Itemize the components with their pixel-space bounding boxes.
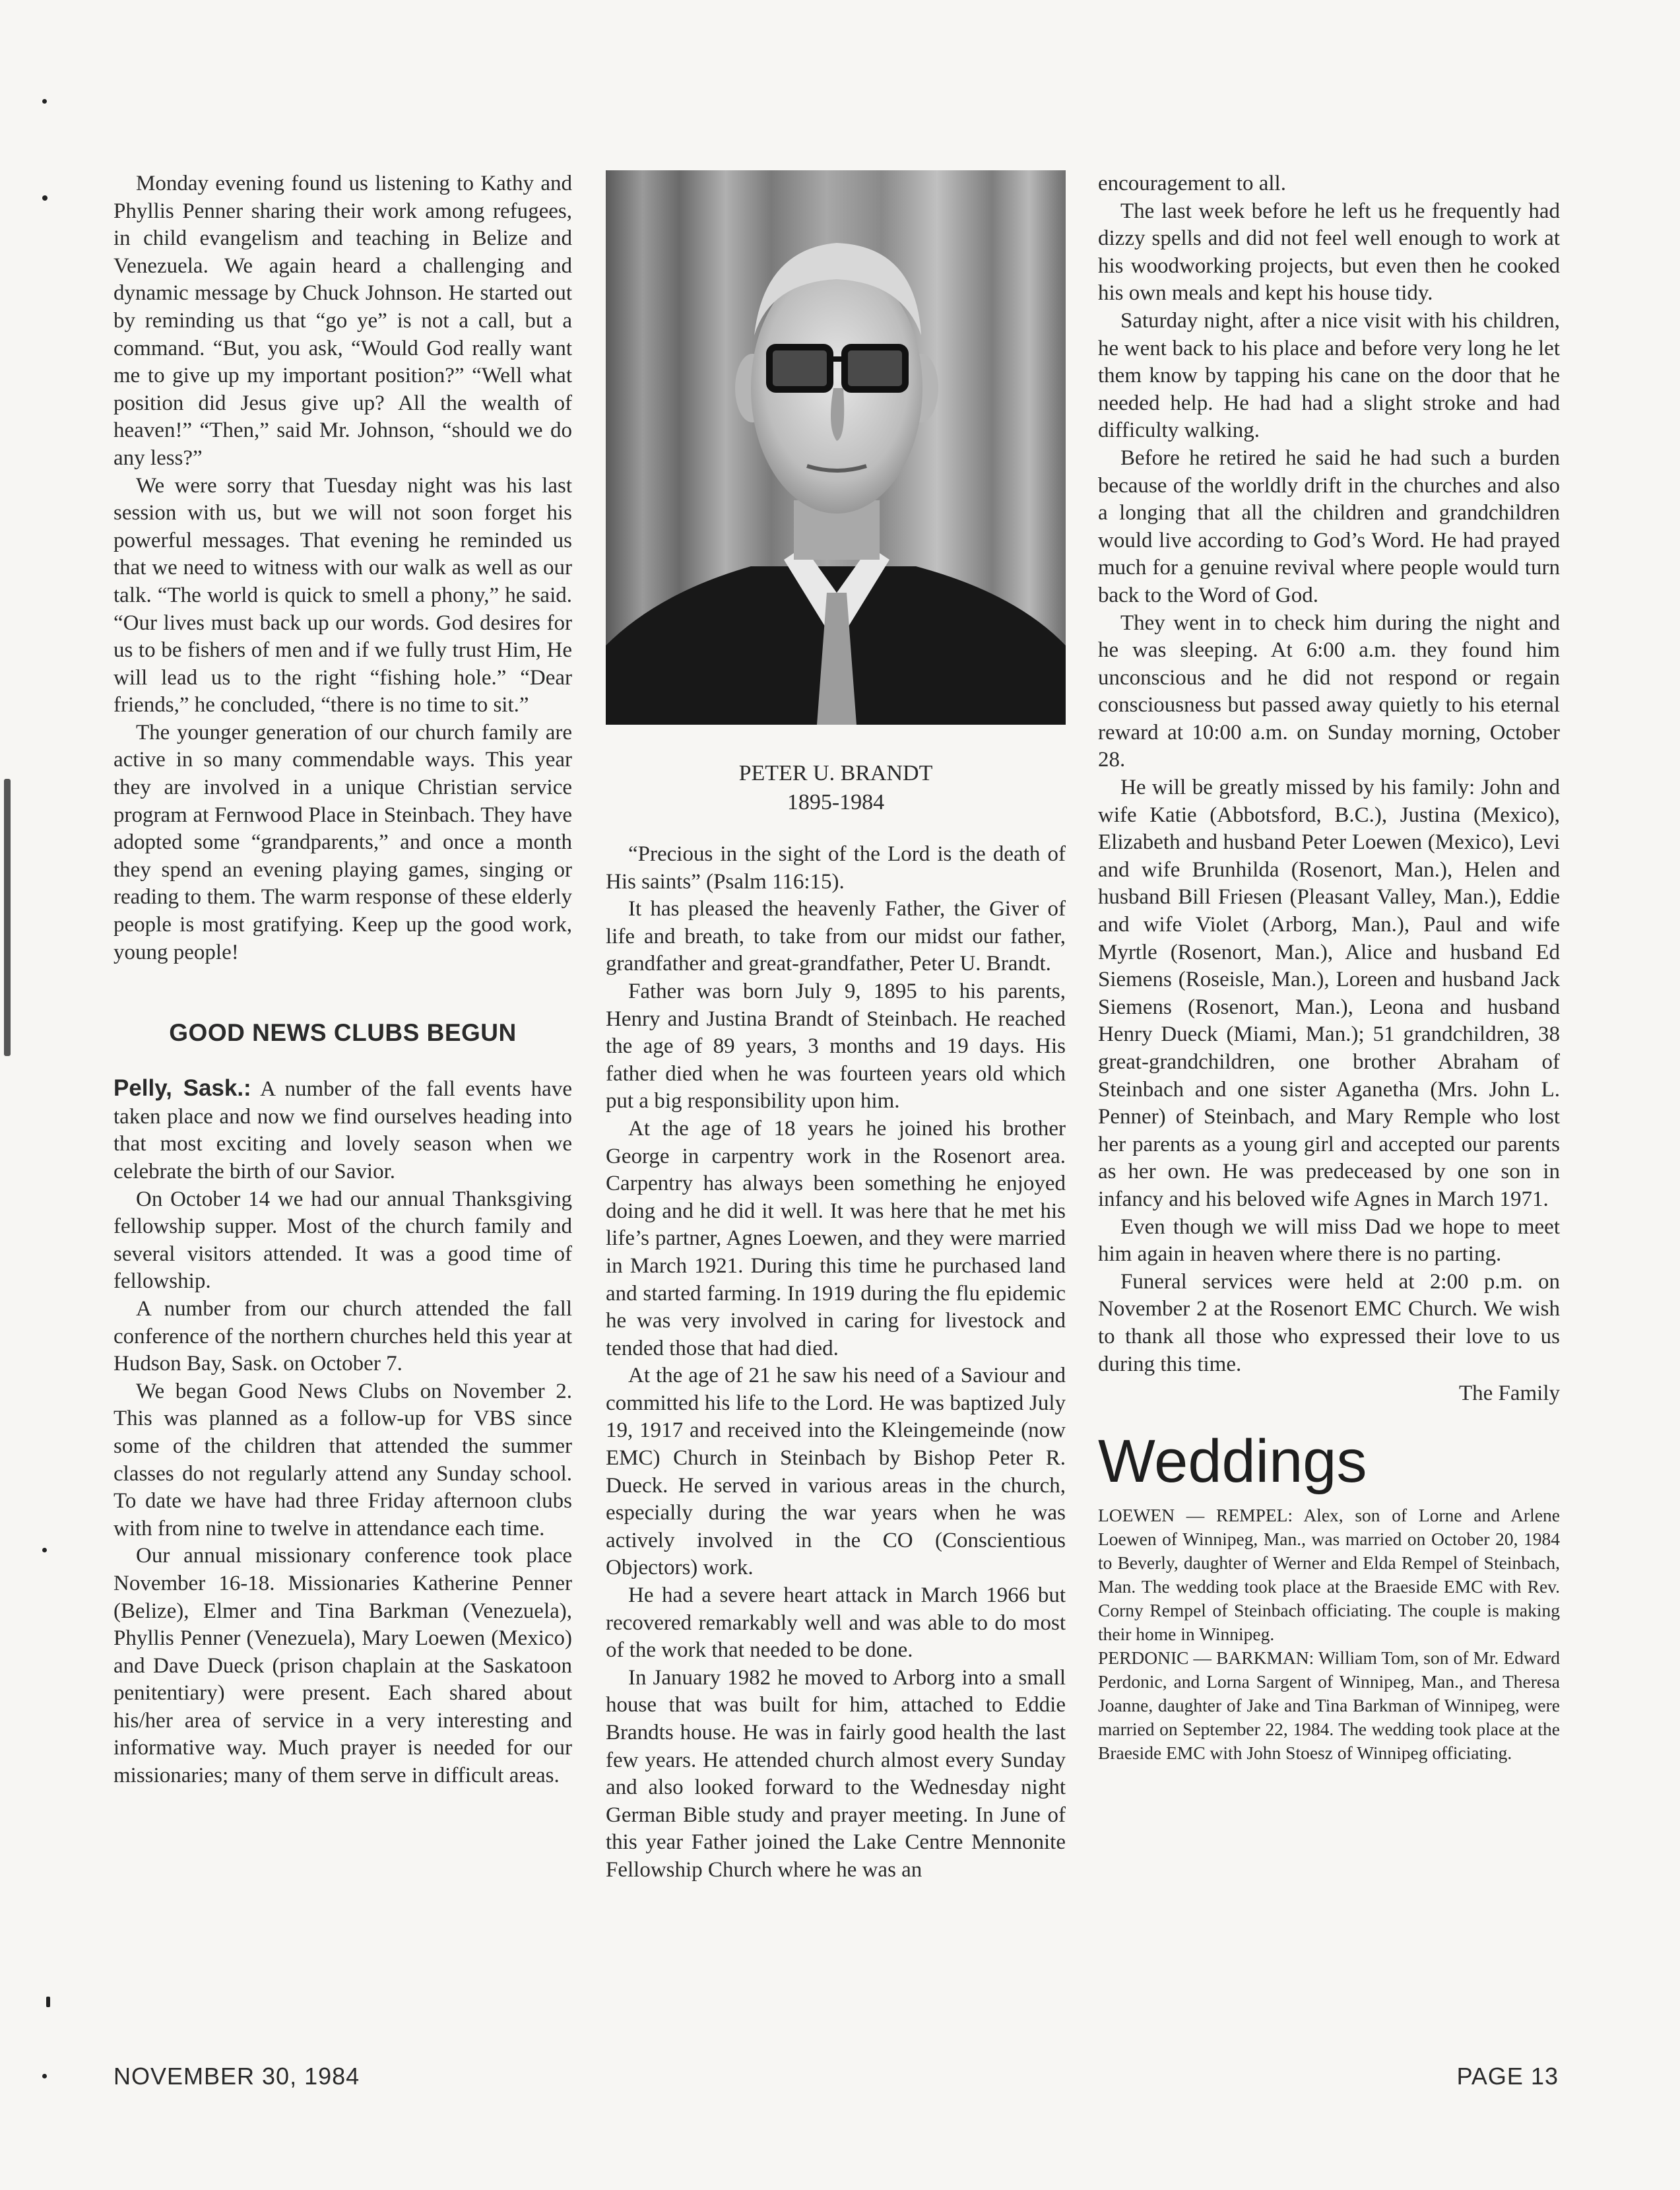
scan-speck [42,99,47,104]
obituary-paragraph: He had a severe heart attack in March 1966 but recovered remarkably well and was able to do most of the work that needed to be done. [606,1583,1066,1663]
article-paragraph: A number from our church attended the fall conference of the northern churches held this year at Hudson Bay, Sask. on October 7. [113,1296,572,1376]
wedding-announcement: PERDONIC — BARKMAN: William Tom, son of Mr. Edward Perdonic, and Lorna Sargent of Winnipeg, Man., and Theresa Joanne, daughter of Jake and Tina Barkman of Winnipeg, were married on September 22, 1984. The wedding took place at the Braeside EMC with John Stoesz of Winnipeg officiating. [1098,1647,1560,1764]
obituary-paragraph: In January 1982 he moved to Arborg into a small house that was built for him, attached to Eddie Brandts house. He was in fairly good health the last few years. He attended church almost every Sunday and also looked forward to the Wednesday night German Bible study and prayer meeting. In June of this year Father joined the Lake Centre Mennonite Fellowship Church where he was an [606,1665,1066,1882]
lead-text: A number of the fall events have taken place and now we find ourselves heading into that most exciting and lovely season when we celebrate the birth of our Savior. [113,1077,572,1183]
obituary-paragraph: Father was born July 9, 1895 to his parents, Henry and Justina Brandt of Steinbach. He reached the age of 89 years, 3 months and 19 days. His father died when he was fourteen years old which put a big responsibility upon him. [606,979,1066,1113]
obituary-paragraph: Even though we will miss Dad we hope to meet him again in heaven where there is no parting. [1098,1214,1560,1267]
scan-speck [42,2074,47,2078]
weddings-heading: Weddings [1098,1428,1367,1496]
footer-page-number: PAGE 13 [1456,2063,1559,2090]
dateline-location: Pelly, Sask.: [113,1075,251,1102]
obituary-paragraph: He will be greatly missed by his family: John and wife Katie (Abbotsford, B.C.), Justina (Mexico), Elizabeth and husband Peter Loewen (Mexico), Levi and wife Brunhilda (Rosenort, Man.), Helen and husband Bill Friesen (Pleasant Valley, Man.), Eddie and wife Violet (Arborg, Man.), Paul and wife Myrtle (Rosenort, Man.), Alice and husband Ed Siemens (Roseisle, Man.), Loreen and husband Jack Siemens (Rosenort, Man.), Leona and husband Henry Dueck (Miami, Man.); 51 grandchildren, 38 great-grandchildren, one brother Abraham of Steinbach and one sister Aganetha (Mrs. John L. Penner) of Steinbach, and Mary Remple who lost her parents as a young girl and accepted our parents as her own. He was predeceased by one son in infancy and his beloved wife Agnes in March 1971. [1098,776,1560,1211]
column-3 [1098,170,1560,1765]
article-lead [113,1075,572,1185]
article-paragraph: Our annual missionary conference took place November 16-18. Missionaries Katherine Penner (Belize), Elmer and Tina Barkman (Venezuela), Phyllis Penner (Venezuela), Mary Loewen (Mexico) and Dave Dueck (prison chaplain at the Saskatoon penitentiary) were present. Each shared about his/her area of service in a very interesting and informative way. Much prayer is needed for our missionaries; many of them serve in difficult areas. [113,1544,572,1788]
wedding-announcement: LOEWEN — REMPEL: Alex, son of Lorne and Arlene Loewen of Winnipeg, Man., was married on October 20, 1984 to Beverly, daughter of Werner and Elda Rempel of Steinbach, Man. The wedding took place at the Braeside EMC with Rev. Corny Rempel of Steinbach officiating. The couple is making their home in Winnipeg. [1098,1505,1560,1645]
article-paragraph: We were sorry that Tuesday night was his last session with us, but we will not soon forget his powerful messages. That evening he reminded us that we need to witness with our walk as well as our talk. “The world is quick to smell a phony,” he said. “Our lives must back up our words. God desires for us to be fishers of men and if we fully trust Him, He will lead us to the right “fishing hole.” “Dear friends,” he concluded, “there is no time to sit.” [113,473,572,717]
caption-years: 1895-1984 [787,790,885,814]
obituary-paragraph: At the age of 21 he saw his need of a Saviour and committed his life to the Lord. He was baptized July 19, 1917 and received into the Kleingemeinde (now EMC) Church in Steinbach by Bishop Peter R. Dueck. He served in various areas in the church, especially during the war years when he was actively involved in the CO (Conscientious Objectors) work. [606,1364,1066,1580]
obituary-paragraph: Saturday night, after a nice visit with his children, he went back to his place and before very long he let them know by tapping his cane on the door that he needed help. He had had a slight stroke and had difficulty walking. [1098,308,1560,443]
photo-caption [606,759,1066,817]
article-paragraph: Monday evening found us listening to Kathy and Phyllis Penner sharing their work among refugees, in child evangelism and teaching in Belize and Venezuela. We again heard a challenging and dynamic message by Chuck Johnson. He started out by reminding us that “go ye” is not a call, but a command. “But, you ask, “Would God really want me to give up my important position?” “Well what position did Jesus give up? All the wealth of heaven!” “Then,” said Mr. Johnson, “should we do any less?” [113,172,572,470]
obituary-paragraph: It has pleased the heavenly Father, the Giver of life and breath, to take from our midst our father, grandfather and great-grandfather, Peter U. Brandt. [606,897,1066,976]
scan-speck [4,779,11,1056]
obituary-paragraph: They went in to check him during the night and he was sleeping. At 6:00 a.m. they found him unconscious and he did not respond or regain consciousness but passed away quietly to his eternal reward at 10:00 a.m. on Sunday morning, October 28. [1098,611,1560,772]
scan-speck [42,1548,47,1552]
scan-speck [46,1997,50,2007]
obituary-signoff: The Family [1458,1381,1560,1406]
column-1 [113,170,572,1790]
obituary-paragraph: Before he retired he said he had such a burden because of the worldly drift in the churches and also a longing that all the children and grandchildren would live according to God’s Word. He had prayed much for a genuine revival where people would turn back to the Word of God. [1098,446,1560,607]
obituary-paragraph: Funeral services were held at 2:00 p.m. on November 2 at the Rosenort EMC Church. We wish to thank all those who expressed their love to us during this time. [1098,1269,1560,1376]
section-heading: GOOD NEWS CLUBS BEGUN [169,1019,517,1047]
caption-name: PETER U. BRANDT [738,761,933,785]
article-paragraph: We began Good News Clubs on November 2. This was planned as a follow-up for VBS since some of the children that attended the summer classes do not regularly attend any Sunday school. To date we have had three Friday afternoon clubs with from nine to twelve in attendance each time. [113,1379,572,1541]
column-2 [606,170,1066,1884]
obituary-paragraph: The last week before he left us he frequently had dizzy spells and did not feel well enough to work at his woodworking projects, but even then he cooked his own meals and kept his house tidy. [1098,199,1560,306]
footer-date: NOVEMBER 30, 1984 [113,2063,360,2090]
portrait-photo [606,170,1066,725]
scan-speck [42,195,48,201]
obituary-paragraph: “Precious in the sight of the Lord is the death of His saints” (Psalm 116:15). [606,842,1066,894]
obituary-continued: encouragement to all. [1098,172,1286,195]
article-paragraph: The younger generation of our church family are active in so many commendable ways. This year they are involved in a unique Christian service program at Fernwood Place in Steinbach. They have adopted some “grandparents,” and once a month they spend an evening playing games, singing or reading to them. The warm response of these elderly people is most gratifying. Keep up the good work, young people! [113,720,572,964]
obituary-paragraph: At the age of 18 years he joined his brother George in carpentry work in the Rosenort area. Carpentry has always been something he enjoyed doing and he did it well. It was here that he met his life’s partner, Agnes Loewen, and they were married in March 1921. During this time he purchased land and started farming. In 1919 during the flu epidemic he was very involved in caring for livestock and tended those that had died. [606,1116,1066,1360]
article-paragraph: On October 14 we had our annual Thanksgiving fellowship supper. Most of the church family and several visitors attended. It was a good time of fellowship. [113,1187,572,1294]
